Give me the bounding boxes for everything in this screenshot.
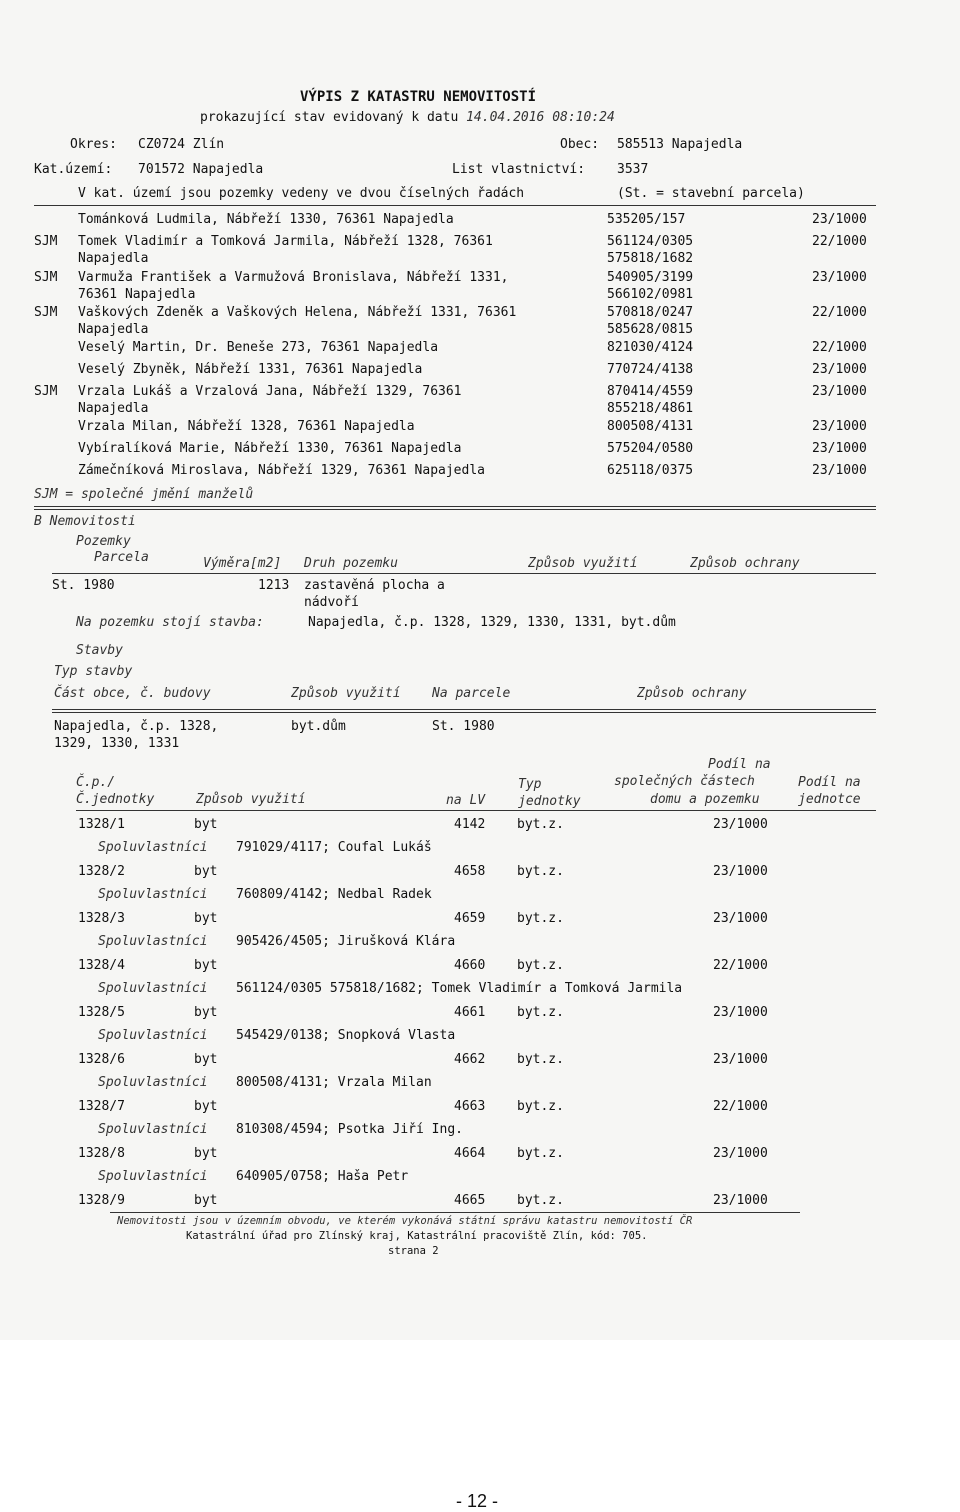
unit-number: 1328/5 xyxy=(78,1005,125,1020)
unit-use: byt xyxy=(194,1099,218,1114)
vymera-col: Výměra[m2] xyxy=(203,556,282,571)
document-subtitle xyxy=(200,110,615,126)
zpusob-ochrany-col: Způsob ochrany xyxy=(690,556,800,571)
na-parcele-col: Na parcele xyxy=(432,686,511,701)
building-address: Napajedla, č.p. 1328, xyxy=(54,719,219,734)
zpusob-vyuziti-col: Způsob využití xyxy=(528,556,638,571)
owner-share: 22/1000 xyxy=(812,340,867,355)
section-b-title: B Nemovitosti xyxy=(34,514,136,529)
parcel-series-st: (St. = stavební parcela) xyxy=(617,186,805,201)
divider xyxy=(52,712,876,713)
owner-id: 870414/4559 xyxy=(607,384,694,399)
unit-share: 23/1000 xyxy=(713,911,768,926)
owner-id: 535205/157 xyxy=(607,212,686,227)
owner-name-line2: Napajedla xyxy=(78,251,149,266)
footer-office: Katastrální úřad pro Zlínský kraj, Katastrální pracoviště Zlín, kód: 705. xyxy=(186,1230,648,1242)
document-title: VÝPIS Z KATASTRU NEMOVITOSTÍ xyxy=(300,89,537,105)
owner-name-line2: 76361 Napajedla xyxy=(78,287,196,302)
owner-share: 22/1000 xyxy=(812,234,867,249)
units-col-lv: na LV xyxy=(446,793,486,808)
owner-name: Varmuža František a Varmužová Bronislava, Nábřeží 1331, xyxy=(78,270,509,285)
typ-stavby-label: Typ stavby xyxy=(54,664,133,679)
unit-lv: 4659 xyxy=(454,911,486,926)
unit-number: 1328/2 xyxy=(78,864,125,879)
owner-id: 625118/0375 xyxy=(607,463,694,478)
unit-number: 1328/8 xyxy=(78,1146,125,1161)
owner-share: 23/1000 xyxy=(812,212,867,227)
owner-id: 800508/4131 xyxy=(607,419,694,434)
cast-obce-col: Část obce, č. budovy xyxy=(54,686,211,701)
owner-id: 570818/0247 xyxy=(607,305,694,320)
unit-lv: 4665 xyxy=(454,1193,486,1208)
obec-value: 585513 Napajedla xyxy=(617,137,743,152)
owner-share: 23/1000 xyxy=(812,441,867,456)
parcel-type-line2: nádvoří xyxy=(304,595,359,610)
druh-col: Druh pozemku xyxy=(304,556,398,571)
owner-name: Vrzala Lukáš a Vrzalová Jana, Nábřeží 1329, 76361 xyxy=(78,384,462,399)
spoluvlastnici-label: Spoluvlastníci xyxy=(98,1122,208,1137)
unit-use: byt xyxy=(194,817,218,832)
owner-tag: SJM xyxy=(34,305,58,320)
unit-share: 22/1000 xyxy=(713,1099,768,1114)
unit-type: byt.z. xyxy=(517,1005,564,1020)
obec-label: Obec: xyxy=(560,137,600,152)
okres-value: CZ0724 Zlín xyxy=(138,137,225,152)
unit-share: 22/1000 xyxy=(713,958,768,973)
spoluvlastnici-label: Spoluvlastníci xyxy=(98,1075,208,1090)
parcel-area: 1213 xyxy=(258,578,290,593)
units-col-podil-j-1: Podíl na xyxy=(798,775,861,790)
owner-name: Veselý Martin, Dr. Beneše 273, 76361 Napajedla xyxy=(78,340,439,355)
unit-lv: 4142 xyxy=(454,817,486,832)
unit-type: byt.z. xyxy=(517,958,564,973)
pozemky-label: Pozemky xyxy=(76,534,131,549)
building-use: byt.dům xyxy=(291,719,346,734)
owner-id-2: 585628/0815 xyxy=(607,322,694,337)
subtitle-prefix: prokazující stav evidovaný k datu xyxy=(200,110,459,125)
stavba-value: Napajedla, č.p. 1328, 1329, 1330, 1331, byt.dům xyxy=(308,615,676,630)
parcel-series-notice: V kat. území jsou pozemky vedeny ve dvou číselných řadách xyxy=(78,186,525,201)
owner-id-2: 566102/0981 xyxy=(607,287,694,302)
unit-use: byt xyxy=(194,958,218,973)
unit-number: 1328/7 xyxy=(78,1099,125,1114)
unit-use: byt xyxy=(194,1052,218,1067)
units-col-cj: Č.jednotky xyxy=(76,792,155,807)
unit-owner: 640905/0758; Haša Petr xyxy=(236,1169,409,1184)
lv-value: 3537 xyxy=(617,162,649,177)
units-col-podil-2: společných částech xyxy=(614,774,755,789)
unit-number: 1328/3 xyxy=(78,911,125,926)
owner-id-2: 855218/4861 xyxy=(607,401,694,416)
divider xyxy=(34,506,876,507)
unit-type: byt.z. xyxy=(517,911,564,926)
parcel-number: St. 1980 xyxy=(52,578,115,593)
divider xyxy=(52,709,876,710)
unit-owner: 760809/4142; Nedbal Radek xyxy=(236,887,432,902)
unit-number: 1328/1 xyxy=(78,817,125,832)
units-col-zpusob: Způsob využití xyxy=(196,792,306,807)
owner-share: 23/1000 xyxy=(812,270,867,285)
owner-name: Vrzala Milan, Nábřeží 1328, 76361 Napajedla xyxy=(78,419,415,434)
unit-lv: 4658 xyxy=(454,864,486,879)
units-col-podil-j-2: jednotce xyxy=(798,792,861,807)
unit-use: byt xyxy=(194,1146,218,1161)
unit-use: byt xyxy=(194,911,218,926)
okres-label: Okres: xyxy=(70,137,117,152)
unit-owner: 561124/0305 575818/1682; Tomek Vladimír a Tomková Jarmila xyxy=(236,981,683,996)
unit-type: byt.z. xyxy=(517,1052,564,1067)
owner-share: 22/1000 xyxy=(812,305,867,320)
stavba-label: Na pozemku stojí stavba: xyxy=(76,615,264,630)
owner-name: Veselý Zbyněk, Nábřeží 1331, 76361 Napajedla xyxy=(78,362,423,377)
building-parcel: St. 1980 xyxy=(432,719,495,734)
unit-share: 23/1000 xyxy=(713,817,768,832)
unit-type: byt.z. xyxy=(517,1193,564,1208)
spoluvlastnici-label: Spoluvlastníci xyxy=(98,840,208,855)
owner-name: Vaškových Zdeněk a Vaškových Helena, Nábřeží 1331, 76361 xyxy=(78,305,517,320)
unit-lv: 4664 xyxy=(454,1146,486,1161)
footer-notice: Nemovitosti jsou v územním obvodu, ve kterém vykonává státní správu katastru nemovitostí ČR xyxy=(117,1215,693,1227)
unit-use: byt xyxy=(194,864,218,879)
owner-id: 540905/3199 xyxy=(607,270,694,285)
divider xyxy=(52,573,876,574)
zpusob-vyuziti-col-2: Způsob využití xyxy=(291,686,401,701)
unit-use: byt xyxy=(194,1193,218,1208)
owner-id-2: 575818/1682 xyxy=(607,251,694,266)
owner-name: Tomek Vladimír a Tomková Jarmila, Nábřeží 1328, 76361 xyxy=(78,234,493,249)
unit-number: 1328/6 xyxy=(78,1052,125,1067)
stavby-label: Stavby xyxy=(76,643,123,658)
spoluvlastnici-label: Spoluvlastníci xyxy=(98,981,208,996)
unit-number: 1328/9 xyxy=(78,1193,125,1208)
units-col-cp: Č.p./ xyxy=(76,775,116,790)
owner-share: 23/1000 xyxy=(812,463,867,478)
units-col-typ-2: jednotky xyxy=(518,794,581,809)
owner-id: 575204/0580 xyxy=(607,441,694,456)
owner-share: 23/1000 xyxy=(812,419,867,434)
owner-tag: SJM xyxy=(34,270,58,285)
spoluvlastnici-label: Spoluvlastníci xyxy=(98,887,208,902)
unit-owner: 800508/4131; Vrzala Milan xyxy=(236,1075,432,1090)
owner-tag: SJM xyxy=(34,384,58,399)
spoluvlastnici-label: Spoluvlastníci xyxy=(98,1169,208,1184)
owner-id: 561124/0305 xyxy=(607,234,694,249)
lv-label: List vlastnictví: xyxy=(452,162,586,177)
unit-share: 23/1000 xyxy=(713,1193,768,1208)
unit-type: byt.z. xyxy=(517,817,564,832)
kat-uzemi-value: 701572 Napajedla xyxy=(138,162,264,177)
divider xyxy=(76,810,876,811)
footer-page-label: strana 2 xyxy=(388,1245,439,1257)
unit-lv: 4662 xyxy=(454,1052,486,1067)
owner-share: 23/1000 xyxy=(812,384,867,399)
spoluvlastnici-label: Spoluvlastníci xyxy=(98,934,208,949)
unit-type: byt.z. xyxy=(517,1099,564,1114)
unit-lv: 4663 xyxy=(454,1099,486,1114)
parcel-type: zastavěná plocha a xyxy=(304,578,445,593)
unit-lv: 4660 xyxy=(454,958,486,973)
units-col-podil-1: Podíl na xyxy=(708,757,771,772)
unit-number: 1328/4 xyxy=(78,958,125,973)
owner-name-line2: Napajedla xyxy=(78,401,149,416)
zpusob-ochrany-col-2: Způsob ochrany xyxy=(637,686,747,701)
owner-id: 770724/4138 xyxy=(607,362,694,377)
owner-id: 821030/4124 xyxy=(607,340,694,355)
parcela-col: Parcela xyxy=(94,550,149,565)
building-address-line2: 1329, 1330, 1331 xyxy=(54,736,180,751)
units-col-typ: Typ xyxy=(518,777,542,792)
spoluvlastnici-label: Spoluvlastníci xyxy=(98,1028,208,1043)
unit-owner: 791029/4117; Coufal Lukáš xyxy=(236,840,432,855)
unit-share: 23/1000 xyxy=(713,1146,768,1161)
owner-share: 23/1000 xyxy=(812,362,867,377)
divider xyxy=(34,509,876,510)
units-col-podil-3: domu a pozemku xyxy=(650,792,760,807)
subtitle-date: 14.04.2016 08:10:24 xyxy=(466,110,615,125)
owner-name-line2: Napajedla xyxy=(78,322,149,337)
divider xyxy=(110,1212,800,1213)
unit-owner: 545429/0138; Snopková Vlasta xyxy=(236,1028,456,1043)
owner-tag: SJM xyxy=(34,234,58,249)
owner-name: Zámečníková Miroslava, Nábřeží 1329, 76361 Napajedla xyxy=(78,463,485,478)
kat-uzemi-label: Kat.území: xyxy=(34,162,113,177)
unit-owner: 905426/4505; Jirušková Klára xyxy=(236,934,456,949)
unit-lv: 4661 xyxy=(454,1005,486,1020)
unit-type: byt.z. xyxy=(517,1146,564,1161)
owner-name: Tománková Ludmila, Nábřeží 1330, 76361 Napajedla xyxy=(78,212,454,227)
unit-owner: 810308/4594; Psotka Jiří Ing. xyxy=(236,1122,463,1137)
unit-share: 23/1000 xyxy=(713,864,768,879)
divider xyxy=(34,205,876,206)
unit-share: 23/1000 xyxy=(713,1052,768,1067)
owner-name: Vybíralíková Marie, Nábřeží 1330, 76361 Napajedla xyxy=(78,441,462,456)
unit-type: byt.z. xyxy=(517,864,564,879)
page-number: - 12 - xyxy=(456,1491,499,1511)
sjm-note: SJM = společné jmění manželů xyxy=(34,487,254,502)
unit-share: 23/1000 xyxy=(713,1005,768,1020)
unit-use: byt xyxy=(194,1005,218,1020)
